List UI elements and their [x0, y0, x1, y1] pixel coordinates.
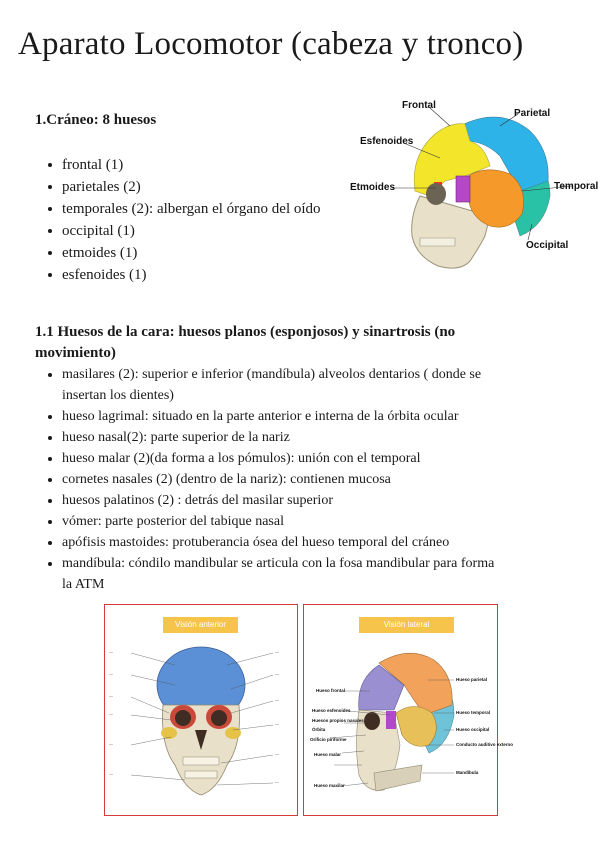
svg-text:—: — [109, 649, 113, 654]
figure-tag: Visión anterior [163, 617, 238, 633]
svg-text:—: — [275, 671, 279, 676]
skull-lateral-illustration-2 [304, 605, 514, 817]
lateral-label-temporal: Hueso temporal [456, 710, 491, 715]
section-heading-line: movimiento) [35, 345, 116, 361]
skull-anterior-illustration [105, 605, 299, 817]
list-item: vómer: parte posterior del tabique nasal [48, 511, 588, 532]
svg-text:—: — [275, 697, 279, 702]
skull-lateral-figure [303, 604, 514, 816]
svg-text:—: — [109, 671, 113, 676]
svg-text:—: — [275, 649, 279, 654]
list-item: masilares (2): superior e inferior (mandíbula) alveolos dentarios ( donde se insertan los dientes) [48, 364, 588, 406]
list-item: etmoides (1) [48, 242, 321, 264]
svg-text:—: — [275, 721, 279, 726]
skull-label-parietal: Parietal [514, 108, 551, 119]
skull-label-esfenoides: Esfenoides [360, 136, 414, 147]
page-title: Aparato Locomotor (cabeza y tronco) [18, 26, 524, 62]
skull-label-etmoides: Etmoides [350, 182, 396, 193]
lateral-label-mandibula: Mandíbula [456, 770, 479, 775]
section-heading-line: 1.1 Huesos de la cara: huesos planos (esponjosos) y sinartrosis (no [35, 324, 456, 340]
list-item: parietales (2) [48, 176, 321, 198]
list-item: apófisis mastoides: protuberancia ósea del hueso temporal del cráneo [48, 532, 588, 553]
lateral-label-auditivo: Conducto auditivo externo [456, 742, 514, 747]
list-item: occipital (1) [48, 220, 321, 242]
lateral-label-nasal: Huesos propios nasales [312, 718, 364, 723]
lateral-label-malar: Hueso malar [314, 752, 342, 757]
skull-lateral-illustration [350, 96, 600, 276]
list-item: temporales (2): albergan el órgano del oído [48, 198, 321, 220]
list-item: hueso lagrimal: situado en la parte anterior e interna de la órbita ocular [48, 406, 588, 427]
svg-text:—: — [109, 711, 113, 716]
section-heading-cranium: 1.Cráneo: 8 huesos [35, 112, 157, 128]
svg-text:—: — [109, 693, 113, 698]
list-item: frontal (1) [48, 154, 321, 176]
cranium-bone-list [48, 154, 321, 286]
lateral-label-esfenoides: Hueso esfenoides [312, 708, 351, 713]
skull-label-frontal: Frontal [402, 100, 436, 111]
lateral-label-frontal: Hueso frontal [316, 688, 346, 693]
lateral-label-orbita: Órbita [312, 727, 326, 732]
svg-text:—: — [109, 771, 113, 776]
skull-label-occipital: Occipital [526, 240, 569, 251]
lateral-label-piriforme: Orificio piriforme [310, 737, 347, 742]
list-item: hueso nasal(2): parte superior de la nariz [48, 427, 588, 448]
svg-text:—: — [109, 741, 113, 746]
list-item: huesos palatinos (2) : detrás del masilar superior [48, 490, 588, 511]
skull-anterior-figure [104, 604, 298, 816]
list-item: esfenoides (1) [48, 264, 321, 286]
lateral-label-parietal: Hueso parietal [456, 677, 488, 682]
list-item: mandíbula: cóndilo mandibular se articula con la fosa mandibular para forma la ATM [48, 553, 588, 595]
svg-text:—: — [275, 751, 279, 756]
list-item: hueso malar (2)(da forma a los pómulos): unión con el temporal [48, 448, 588, 469]
svg-text:—: — [275, 779, 279, 784]
list-item: cornetes nasales (2) (dentro de la nariz): contienen mucosa [48, 469, 588, 490]
section-heading-face [35, 322, 575, 364]
lateral-label-occipital: Hueso occipital [456, 727, 490, 732]
skull-label-temporal: Temporal [554, 181, 599, 192]
lateral-label-maxilar: Hueso maxilar [314, 783, 345, 788]
figure-tag: Visión lateral [359, 617, 454, 633]
face-bone-list [48, 364, 588, 595]
